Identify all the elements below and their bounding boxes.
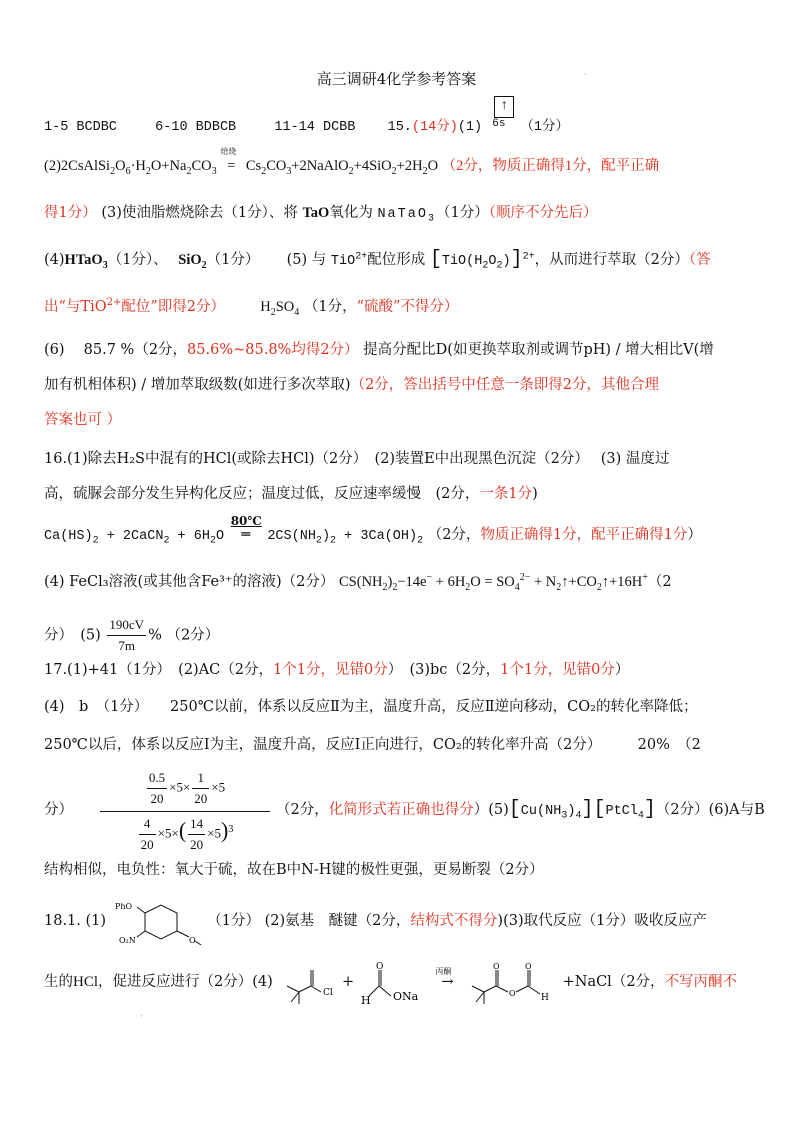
q17-part6-line2 (44, 860, 753, 880)
q15-part5-mid: 配位形成 (367, 252, 426, 268)
svg-text:O₂N: O₂N (118, 936, 136, 945)
q18-line1 (44, 903, 753, 953)
svg-text:O: O (525, 962, 532, 971)
q15-part5-note-c: 配位”即得2分） (121, 299, 225, 315)
q15-part3-note: （顺序不分先后） (488, 205, 598, 221)
q15-part5-note-b: 出“与TiO (44, 299, 107, 315)
q16-eq-note: 物质正确得1分，配平正确得1分 (480, 527, 688, 543)
svg-text:O: O (188, 936, 196, 945)
q16-eq-end: ） (687, 527, 702, 543)
q16-part5-label: 分） (5) (44, 627, 101, 644)
q16-part4-text: (4) FeCl₃溶液(或其他含Fe³⁺的溶液)（2分） (44, 574, 335, 590)
q15-part4-label: (4) (44, 252, 65, 268)
svg-text:H: H (541, 993, 549, 1003)
svg-text:Cl: Cl (323, 988, 334, 998)
q17-line1-b: ） (3)bc（2分， (387, 662, 501, 678)
q18-product-tail: +NaCl（2分， (562, 974, 665, 990)
svg-text:O: O (493, 962, 500, 971)
page-title: 高三调研4化学参考答案 (316, 70, 477, 88)
svg-text:H: H (360, 994, 371, 1007)
q18-part3-tail: ，促进反应进行（2分） (98, 974, 253, 990)
q16-unit: % (148, 627, 162, 644)
q18-reaction-arrow: 丙酮 → (435, 967, 454, 990)
q18-structure-1 (111, 903, 203, 951)
q15-part6-line2 (44, 375, 753, 395)
q18-line2 (44, 962, 753, 1012)
q15-h2so4-note: “硫酸”不得分） (356, 299, 459, 315)
q15-part6-note: 85.6%~85.8%均得2分） (187, 342, 359, 358)
calcination-condition: 焙烧 = (220, 147, 237, 174)
q18-part2: (2)氨基 醚键（2分， (264, 913, 411, 929)
q17-part4-line (44, 697, 753, 717)
q15-part6-line3 (44, 410, 753, 430)
svg-text:O: O (509, 989, 516, 998)
q18-part2-note: 结构式不得分 (410, 913, 498, 929)
svg-text:O: O (375, 962, 384, 972)
q15-part2-note: （2分，物质正确得1分，配平正确 (441, 158, 660, 174)
q16-part5-line (44, 615, 753, 655)
q18-part3: (3)取代反应（1分）吸收反应产 (503, 913, 707, 929)
q17-part4-line2-text: 250℃以后，体系以反应Ⅰ为主，温度升高，反应Ⅰ正向进行，CO₂的转化率升高（2分） 20% （2 (44, 737, 701, 753)
svg-text:PhO: PhO (114, 903, 132, 911)
q15-part3-text: (3)使油脂燃烧除去（1分）、将 (101, 205, 298, 221)
q16-part4-line: (4) FeCl₃溶液(或其他含Fe³⁺的溶液)（2分） $CS(NH_2)_2-14e^- + 6H_2O = SO_4^{2-}$ + $N_2↑+CO_2↑+16H^+(2$ (44, 572, 672, 593)
q16-part5-score: （2分） (166, 627, 220, 644)
q15-part5-tail: ，从而进行萃取（2分） (534, 252, 689, 268)
q15-part5-label: (5) 与 (286, 252, 327, 268)
up-arrow-icon: ↑ (494, 96, 514, 118)
q16-equation-line: $Ca(HS)_2$ + 2CaCN$_2$ + $6H_2O$ 80℃ ═ $2CS(NH_2)_2 + 3Ca(OH)_2$ （2分，物质正确得1分，配平正确得1分） (44, 514, 702, 547)
stray-dot-bottom: · (140, 1012, 143, 1022)
q15-part1-score: （1分） (520, 120, 569, 135)
q16-eq-condition: 80℃ ═ (230, 514, 262, 543)
orbital-diagram (490, 98, 512, 138)
q18-acyl-chloride (277, 962, 337, 1008)
q15-part4-score-b: （1分） (206, 252, 260, 268)
q16-line1-text: 16.(1)除去H₂S中混有的HCl(或除去HCl)（2分） (2)装置E中出现黑色沉淀（2分） (3) 温度过 (44, 451, 670, 467)
q15-h2so4-score: （1分， (303, 299, 357, 315)
q16-line2-text: 高，硫脲会部分发生异构化反应；温度过低，反应速率缓慢 (2分， (44, 486, 480, 502)
q16-line2-note: 一条1分 (479, 486, 533, 502)
q18-part1-label: (1) (85, 913, 107, 929)
q15-part5-line2: 出“与TiO$^{2+}$配位”即得2分） $H_2SO_4$ （1分，“硫酸”不得分） (44, 297, 459, 318)
q18-part3-line2: 生的 (44, 974, 73, 990)
q17-kp-line: 分） $\frac{0.5}{20}$ ×5× $\frac{1}{20}$ ×5 $\frac{4}{20}$ ×5×( $\frac{14}{20}$ ×5)$^3$ （2分，化简形式若正确也得分）$(5)[Cu(NH_3)_4][PtCl_4](2$分）(6)A与B (44, 768, 753, 852)
q15-score: (14分) (411, 120, 458, 135)
svg-text:ONa: ONa (392, 990, 418, 1003)
q15-part6-note3: 答案也可 ） (44, 412, 122, 428)
q16-fraction: $\frac{190cV}{7m}$ (109, 617, 145, 653)
q17-part4-score: （2分， (276, 802, 329, 818)
q18-part2-end: ) (497, 913, 504, 929)
mc-1-5: 1-5 BCDBC (44, 120, 117, 135)
q15-part6-note2: （2分，答出括号中任意一条即得2分，其他合理 (350, 377, 660, 393)
q18-sodium-formate (359, 962, 429, 1008)
mc-6-10: 6-10 BDBCB (155, 120, 237, 135)
q15-part6-line2-text: 加有机相体积) / 增加萃取级数(如进行多次萃取) (44, 377, 351, 393)
q15-part2-line: $(2)2CsAlSi_2O_6\cdot H_2O+Na_2CO_3$ 焙烧 = $Cs_2CO_3+2NaAlO_2+4SiO_2+2H_2O$ （2分，物质正确得1分，配平正确 (44, 147, 660, 177)
q15-part2-note-cont: 得1分） (44, 205, 97, 221)
q15-part6-tail: 提高分配比D(如更换萃取剂或调节pH) / 增大相比V(增 (358, 342, 714, 358)
q17-line1-c: ） (614, 662, 630, 678)
q17-part4-text: (4) b （1分） 250℃以前，体系以反应Ⅱ为主，温度升高，反应Ⅱ逆向移动，CO₂的转化率降低； (44, 699, 698, 715)
mc-answers-line (44, 98, 753, 138)
q15-part5-note: （答 (688, 252, 711, 268)
orbital-label: 6s (492, 118, 506, 130)
q18-product (466, 962, 558, 1008)
q16-part4-cont: （2 (647, 574, 672, 590)
q17-note1: 1个1分，见错0分 (273, 662, 388, 678)
q15-part1: (1) (457, 120, 483, 135)
q17-part6-text: 结构相似，电负性：氧大于硫，故在B中N-H键的极性更强，更易断裂（2分） (44, 862, 544, 878)
q15-part6-text: (6) 85.7 %（2分， (44, 342, 188, 358)
stray-dot: · (584, 70, 587, 80)
mc-11-14: 11-14 DCBB (274, 120, 356, 135)
q17-note2: 1个1分，见错0分 (500, 662, 615, 678)
q16-line2 (44, 484, 753, 504)
q15-part3-score: （1分） (435, 205, 489, 221)
q18-number: 18.1. (44, 913, 81, 929)
q17-line1-a: 17.(1)+41（1分） (2)AC（2分， (44, 662, 274, 678)
q17-kp-expression: $\frac{0.5}{20}$ ×5× $\frac{1}{20}$ ×5 $\frac{4}{20}$ ×5×( $\frac{14}{20}$ ×5)$^3$ (100, 768, 270, 855)
q18-plus: + (342, 974, 355, 990)
q15-part4-score-a: （1分）、 (107, 252, 168, 268)
q15-part4-line: (4)HTaO$_3$（1分）、 SiO$_2$（1分） (5) 与 TiO$^{2+}$配位形成 $[TiO(H_2O_2)]^{2+}$，从而进行萃取（2分）（答 (44, 248, 711, 272)
q17-part4-line2 (44, 735, 753, 755)
q18-hcl: HCl (73, 974, 99, 990)
q17-part4-note: 化简形式若正确也得分 (328, 802, 474, 818)
q18-part4-label: (4) (252, 974, 273, 990)
q16-line2-end: ) (532, 486, 538, 502)
q15-part6-line (44, 340, 753, 360)
q15-number: 15. (387, 120, 412, 135)
q18-part4-note: 不写丙酮不 (664, 974, 738, 990)
q15-part3-mid: 氧化为 (329, 205, 373, 221)
q17-part4-line3: 分） (44, 802, 73, 818)
q17-part5-score: （2分）(6)A与B (655, 802, 765, 818)
q16-line1 (44, 449, 753, 469)
q17-part4-end: ）(5) (473, 802, 509, 818)
q15-part3-line: 得1分） (3)使油脂燃烧除去（1分）、将 TaO氧化为 NaTaO$_3$（1分）（顺序不分先后） (44, 205, 598, 225)
q17-line1 (44, 660, 753, 680)
q16-eq-score: （2分， (427, 527, 481, 543)
q18-part1-score: （1分） (207, 913, 261, 929)
q15-part2-label: (2) (44, 158, 61, 174)
